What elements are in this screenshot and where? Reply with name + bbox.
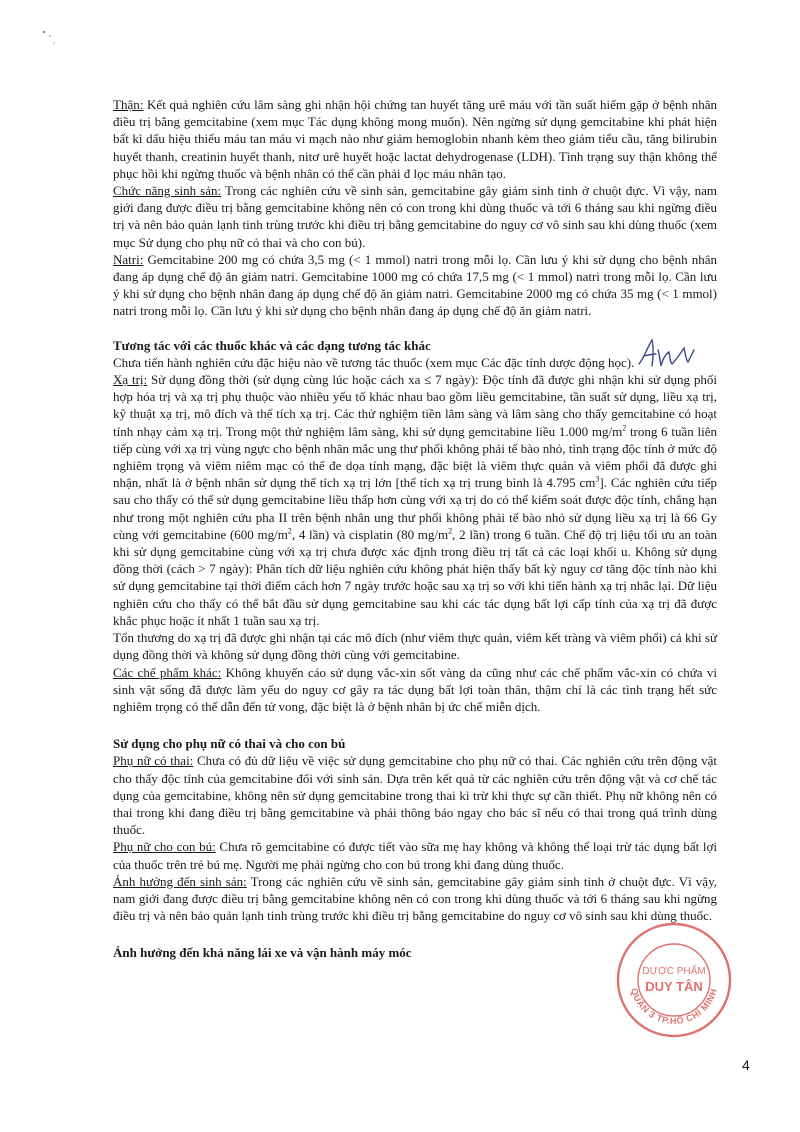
- stamp-line2: DUY TÂN: [645, 979, 703, 994]
- text-anh-huong-sinh-san: Trong các nghiên cứu về sinh sản, gemcitabine gây giảm sinh tinh ở chuột đực. Vì vậy, nam giới đang được điều trị bằng gemcitabine không nên có con trong khi dùng thuốc và tới 6 tháng sau khi ngừng điều trị và nên bảo quản lạnh tinh trùng trước khi điều trị bằng gemcitabine do nguy cơ vô sinh sau khi dùng thuốc.: [113, 873, 717, 924]
- text-xa-tri-d: , 4 lần) và cisplatin (80 mg/m: [291, 526, 449, 542]
- superscript: 2: [622, 423, 627, 433]
- label-anh-huong-sinh-san: Ảnh hưởng đến sinh sản:: [113, 873, 247, 889]
- heading-phu-nu-co-thai: Sử dụng cho phụ nữ có thai và cho con bú: [113, 736, 346, 752]
- paragraph-che-pham-khac: [113, 664, 717, 716]
- heading-tuong-tac: Tương tác với các thuốc khác và các dạng tương tác khác: [113, 337, 431, 353]
- text-xa-tri-e: , 2 lần) trong 6 tuần. Chế độ trị liệu tối ưu an toàn khi sử dụng gemcitabine cùng với xạ trị chưa được xác định trong điều trị tất cả các loại khối u. Không sử dụng đồng thời (cách > 7 ngày): Phân tích dữ liệu nghiên cứu không phát hiện thấy bất kỳ nguy cơ tăng độc tính nào khi sử dụng gemcitabine tại thời điểm cách hơn 7 ngày trước hoặc sau xạ trị so với khi tiến hành xạ trị nhắc lại. Dữ liệu nghiên cứu cho thấy có thể bắt đầu sử dụng gemcitabine sau khi các tác dụng bất lợi cấp tính của xạ trị đã được khắc phục hoặc ít nhất 1 tuần sau xạ trị.: [113, 526, 717, 628]
- paragraph-anh-huong-sinh-san: [113, 873, 717, 925]
- paragraph-phu-nu-cho-con-bu: [113, 838, 717, 872]
- text-phu-nu-co-thai: Chưa có đủ dữ liệu về việc sử dụng gemcitabine cho phụ nữ có thai. Các nghiên cứu trên động vật cho thấy độc tính của gemcitabine đối với sinh sản. Dựa trên kết quả từ các nghiên cứu trên động vật và cơ chế tác dụng của gemcitabine, không nên sử dụng gemcitabine trong thai kì trừ khi thực sự cần thiết. Phụ nữ không nên có thai trong khi đang điều trị bằng gemcitabine và phải thông báo ngay cho bác sĩ nếu có thai trong quá trình dùng thuốc.: [113, 753, 717, 838]
- paragraph-chuc-nang-sinh-san: [113, 182, 717, 251]
- label-che-pham-khac: Các chế phẩm khác:: [113, 664, 222, 680]
- label-phu-nu-cho-con-bu: Phụ nữ cho con bú:: [113, 839, 216, 855]
- label-xa-tri: Xạ trị:: [113, 372, 148, 388]
- text-chuc-nang-sinh-san: Trong các nghiên cứu về sinh sản, gemcitabine gây giảm sinh tinh ở chuột đực. Vì vậy, nam giới đang được điều trị bằng gemcitabine không nên có con trong khi dùng thuốc và tới 6 tháng sau khi ngừng điều trị và nên bảo quản lạnh tinh trùng trước khi điều trị bằng gemcitabine do nguy cơ vô sinh sau khi dùng thuốc (xem mục Sử dụng cho phụ nữ có thai và cho con bú).: [113, 183, 718, 250]
- text-xa-tri-a: Sử dụng đồng thời (sử dụng cùng lúc hoặc cách xa ≤ 7 ngày): Độc tính đã được ghi nhận khi sử dụng phối hợp hóa trị và xạ trị phụ thuộc vào nhiều yếu tố khác nhau bao gồm liều gemcitabine, tần suất sử dụng, liều xạ trị, kỹ thuật xạ trị, mô đích và thể tích xạ trị. Các thử nghiệm tiền lâm sàng và lâm sàng cho thấy gemcitabine có hoạt tính nhạy cảm xạ trị. Trong một thử nghiệm lâm sàng, khi sử dụng gemcitabine liều 1.000 mg/m: [113, 372, 717, 439]
- text-xa-tri-b: trong 6 tuần liên tiếp cùng với xạ trị vùng ngực cho bệnh nhân mắc ung thư phổi không phải tế bào nhỏ, tình trạng độc tính ở mức độ nghiêm trọng và viêm niêm mạc có thể đe dọa tính mạng, đặc biệt là viêm thực quản và viêm phổi đã được ghi nhận, nhất là ở bệnh nhân sử dụng thể tích xạ trị lớn [thể tích xạ trị trung bình là 4.795 cm: [113, 423, 717, 491]
- superscript: 2: [448, 526, 453, 536]
- handwritten-signature: [636, 336, 696, 370]
- paragraph-xa-tri: [113, 371, 717, 629]
- paragraph-natri: [113, 251, 717, 320]
- text-than: Kết quả nghiên cứu lâm sàng ghi nhận hội chứng tan huyết tăng urê máu với tần suất hiếm gặp ở bệnh nhân điều trị bằng gemcitabine (xem mục Tác dụng không mong muốn). Nên ngừng sử dụng gemcitabine khi phát hiện bất kì dấu hiệu thiếu máu tan máu vi mạch nào như giảm hemoglobin nhanh kèm theo giảm tiểu cầu, tăng bilirubin huyết thanh, creatinin huyết thanh, nitơ urê huyết hoặc lactat dehydrogenase (LDH). Tình trạng suy thận không thể phục hồi khi ngừng thuốc và bệnh nhân có thể cần phải đ lọc máu nhân tạo.: [113, 97, 717, 181]
- page-number: 4: [742, 1057, 750, 1073]
- label-natri: Natri:: [113, 251, 144, 267]
- stamp-line1: DƯỢC PHẨM: [642, 966, 706, 977]
- heading-lai-xe: Ảnh hưởng đến khả năng lái xe và vận hành máy móc: [113, 945, 412, 961]
- document-body: [113, 96, 717, 962]
- label-chuc-nang-sinh-san: Chức năng sinh sản:: [113, 183, 222, 199]
- text-phu-nu-cho-con-bu: Chưa rõ gemcitabine có được tiết vào sữa mẹ hay không và không thể loại trừ tác dụng bất lợi của thuốc trên trẻ bú mẹ. Người mẹ phải ngừng cho con bú trong khi đang dùng thuốc.: [113, 839, 717, 872]
- paragraph-ton-thuong: Tổn thương do xạ trị đã được ghi nhận tại các mô đích (như viêm thực quản, viêm kết tràng và viêm phổi) cả khi sử dụng đồng thời và không sử dụng đồng thời cùng với gemcitabine.: [113, 630, 717, 663]
- superscript: 3: [595, 474, 600, 484]
- text-natri: Gemcitabine 200 mg có chứa 3,5 mg (< 1 mmol) natri trong mỗi lọ. Cần lưu ý khi sử dụng cho bệnh nhân đang áp dụng chế độ ăn giảm natri. Gemcitabine 1000 mg có chứa 17,5 mg (< 1 mmol) natri trong mỗi lọ. Cần lưu ý khi sử dụng cho bệnh nhân đang áp dụng chế độ ăn giảm natri. Gemcitabine 2000 mg có chứa 35 mg (< 1 mmol) natri trong mỗi lọ. Cần lưu ý khi sử dụng cho bệnh nhân đang áp dụng chế độ ăn giảm natri.: [113, 251, 717, 319]
- label-than: Thận:: [113, 97, 144, 112]
- paragraph-phu-nu-co-thai: [113, 752, 717, 838]
- text-che-pham-khac: Không khuyến cáo sử dụng vắc-xin sốt vàng da cũng như các chế phẩm vắc-xin có chứa vi sinh vật sống đã được làm yếu do nguy cơ gây ra tác dụng bất lợi toàn thân, thậm chí là các tình trạng hết sức nghiêm trọng có thể dẫn đến tử vong, đặc biệt là ở bệnh nhân bị ức chế miễn dịch.: [113, 664, 717, 714]
- paragraph-tuong-tac-intro: Chưa tiến hành nghiên cứu đặc hiệu nào về tương tác thuốc (xem mục Các đặc tính dược động học).: [113, 354, 635, 370]
- scan-speck-mark: [40, 28, 60, 48]
- signature-stroke: [639, 340, 694, 366]
- company-stamp: [614, 920, 734, 1040]
- paragraph-than: [113, 96, 717, 182]
- superscript: 2: [287, 526, 292, 536]
- text-xa-tri-c: ]. Các nghiên cứu tiếp sau cho thấy có thể sử dụng gemcitabine liều thấp hơn cùng với xạ trị do có thể kiểm soát được độc tính, chẳng hạn như trong một nghiên cứu pha II trên bệnh nhân ung thư phổi không phải tế bào nhỏ sử dụng liều xạ trị là 66 Gy cùng với gemcitabine (600 mg/m: [113, 475, 717, 542]
- stamp-ring-text: QUẬN 3 TP.HỒ CHÍ MINH: [628, 987, 720, 1027]
- label-phu-nu-co-thai: Phụ nữ có thai:: [113, 753, 194, 769]
